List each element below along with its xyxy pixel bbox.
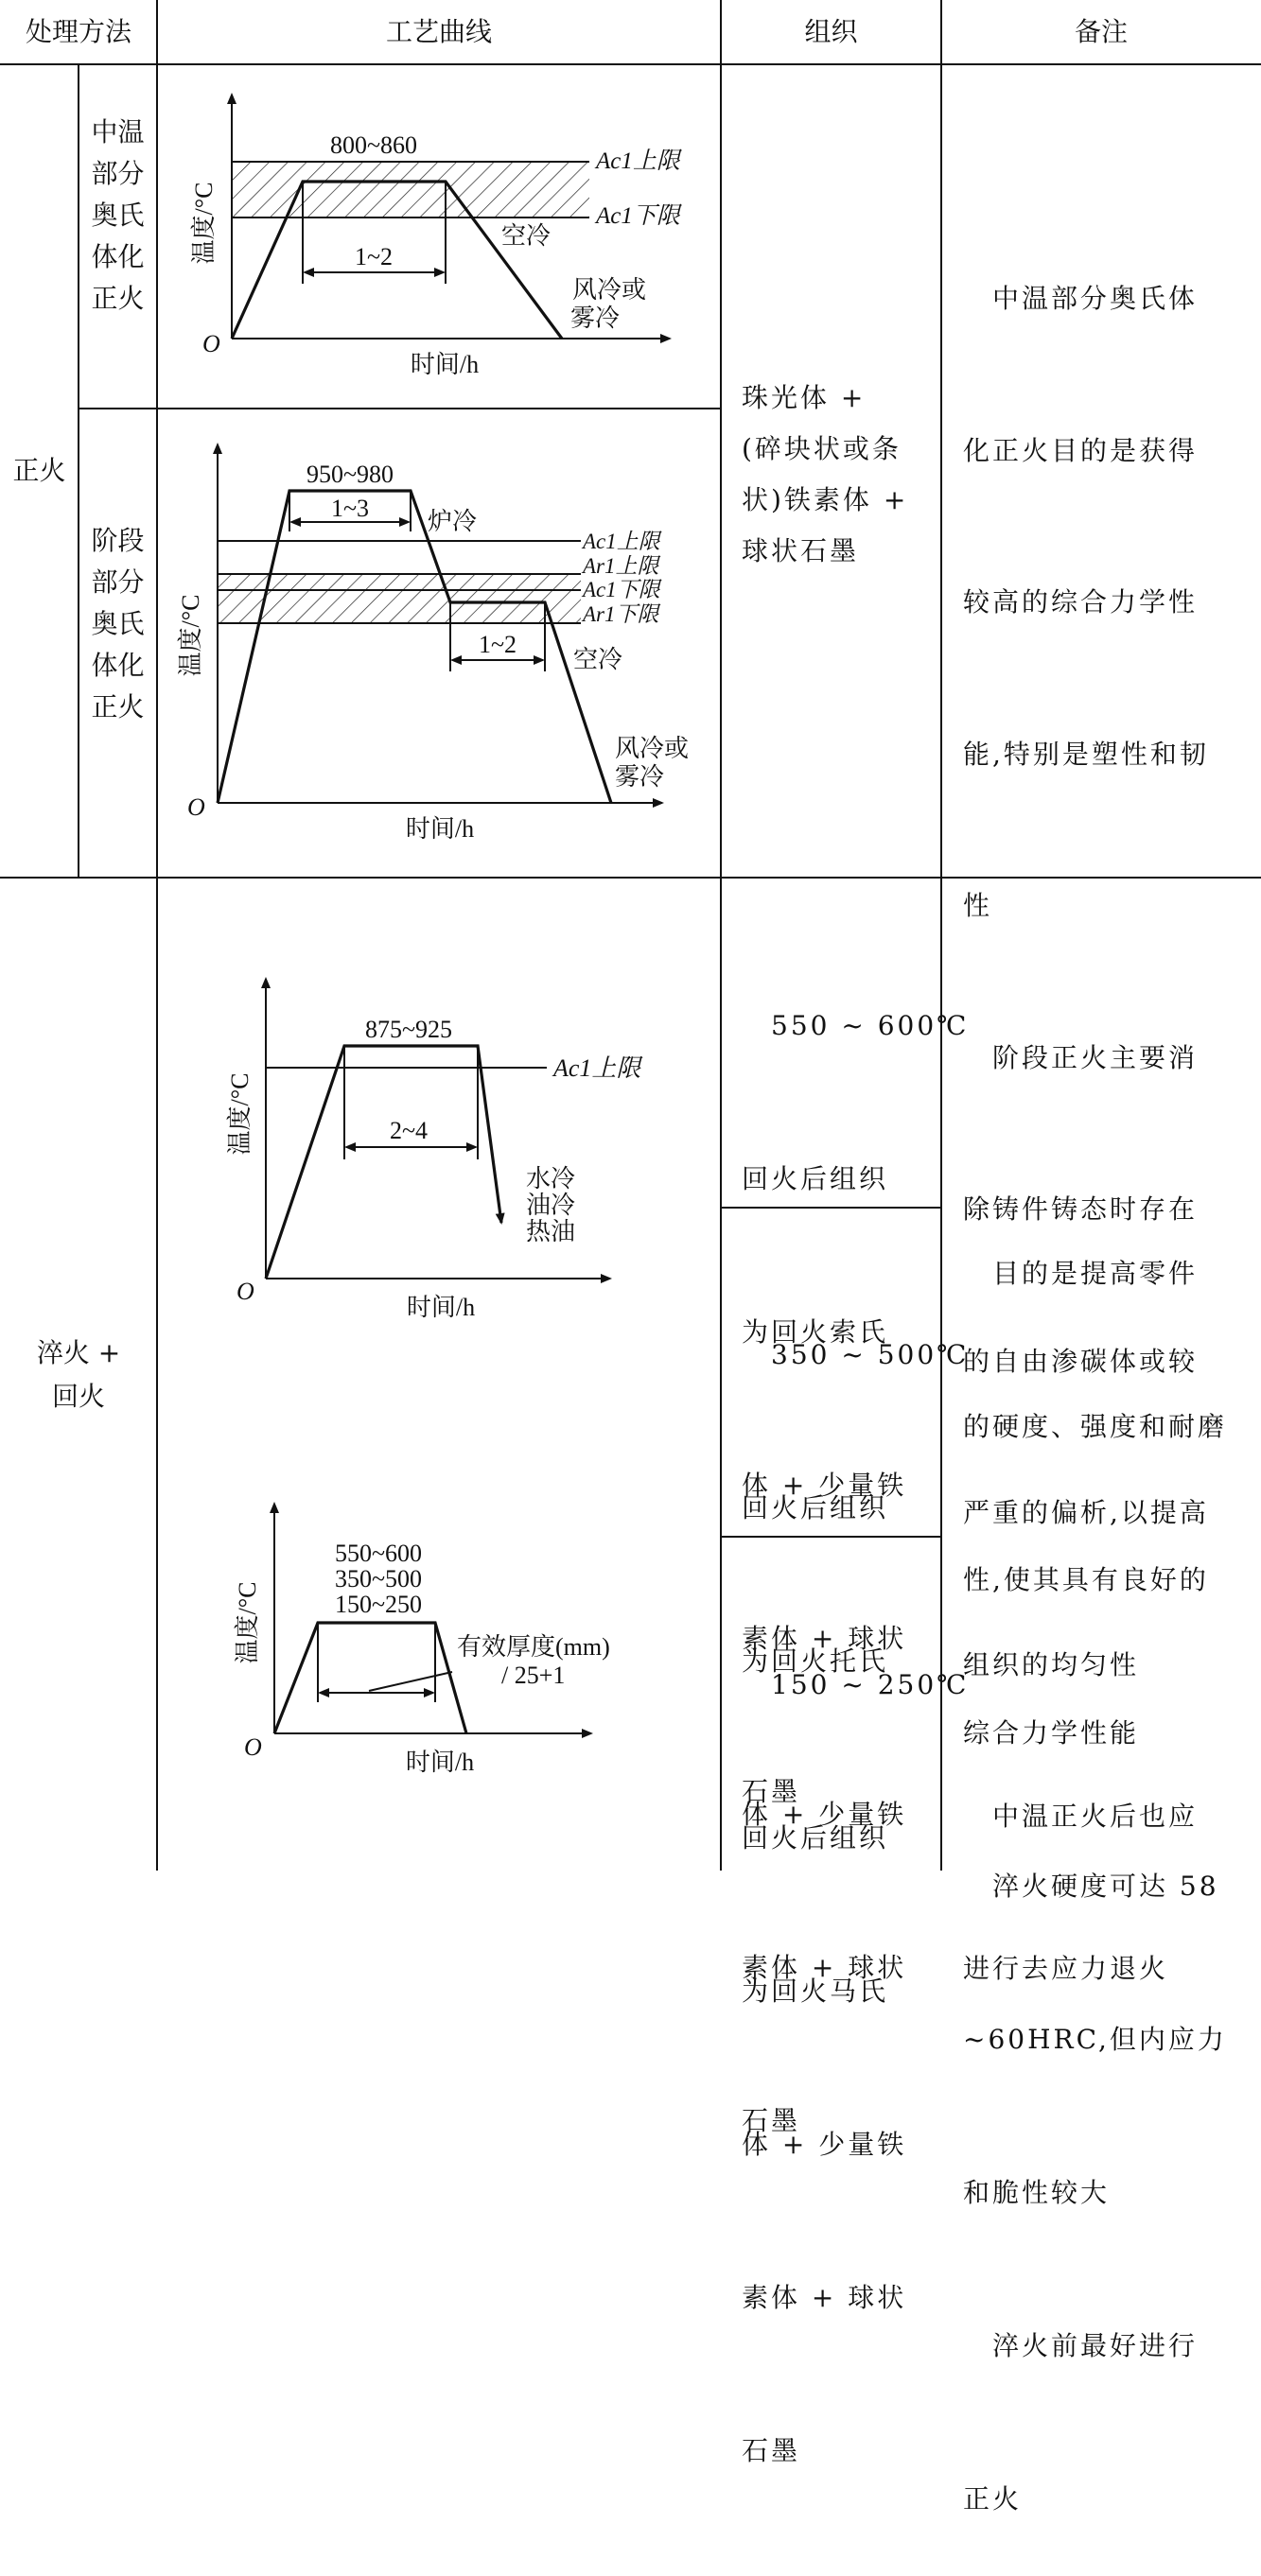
structure-line: 为回火托氏 [742,1645,889,1677]
remarks-line: 中温正火后也应 [963,1801,1199,1832]
y-axis-label: 温度/°C [234,1581,261,1664]
water-cool-label: 水冷 [526,1165,576,1192]
structure-line: 为回火马氏 [742,1976,889,2007]
fan-cool-label: 风冷或 [615,735,690,762]
remarks-line: 性 [963,890,993,921]
structure-line: 珠光体 + [742,382,867,413]
x-axis-label: 时间/h [405,815,475,843]
air-cool-label: 空冷 [573,646,623,673]
y-axis-label: 温度/°C [226,1072,254,1156]
y-axis-label: 温度/°C [177,594,204,677]
sub2-line: 部分 [91,566,145,598]
furnace-cool-label: 炉冷 [428,508,478,535]
remarks-line: 正火 [963,2483,1023,2515]
hold2-label: 1~2 [478,631,517,658]
fog-cool-label: 雾冷 [570,305,621,332]
method-normalizing: 正火 [12,455,66,486]
structure-line: 体 + 少量铁 [742,2129,907,2160]
structure-line: (碎块状或条 [742,433,902,464]
structure-line: 素体 + 球状 [742,2282,907,2313]
structure-line: 体 + 少量铁 [742,1470,907,1501]
remarks-line: 严重的偏析,以提高 [963,1497,1209,1528]
remarks-line: 综合力学性能 [963,1717,1140,1749]
structure-line: 为回火索氏 [742,1316,889,1348]
ar1-lower-label: Ar1下限 [583,602,659,626]
sub1-line: 体化 [91,241,145,272]
sub1-line: 奥氏 [91,200,145,231]
remarks-line: 淬火硬度可达 58 [963,1871,1219,1902]
remarks-line: 较高的综合力学性 [963,586,1199,618]
header-remarks: 备注 [1074,16,1128,47]
structure-line: 石墨 [742,1776,801,1807]
y-axis-label: 温度/°C [190,182,218,265]
remarks-line: 淬火前最好进行 [963,2330,1199,2361]
remarks-line: 目的是提高零件 [963,1258,1199,1289]
structure-line: 回火后组织 [742,1492,889,1523]
x-axis-label: 时间/h [405,1749,475,1776]
hold-label: 1~2 [354,243,394,270]
oil-cool-label: 油冷 [526,1192,576,1219]
hold-label: 2~4 [389,1117,429,1144]
remarks-line: 能,特别是塑性和韧 [963,738,1209,770]
x-axis-label: 时间/h [406,1294,476,1321]
ac1-upper-label: Ac1上限 [553,1054,641,1082]
air-cool-label: 空冷 [501,222,552,250]
sub1-line: 部分 [91,158,145,189]
structure-line: 回火后组织 [742,1822,889,1854]
remarks-line: 的自由渗碳体或较 [963,1345,1199,1377]
ac1-upper-label: Ac1上限 [596,148,680,174]
structure-line: 350 ~ 500℃ [742,1339,970,1370]
remarks-line: ~60HRC,但内应力 [963,2024,1227,2055]
x-axis-label: 时间/h [410,351,480,378]
fan-cool-label: 风冷或 [572,276,647,304]
temp-label: 875~925 [364,1016,453,1043]
leader-line [369,1672,452,1691]
temp-label: 950~980 [306,461,394,488]
remarks-line: 组织的均匀性 [963,1648,1140,1680]
remarks-line: 和脆性较大 [963,2177,1111,2208]
sub1-line: 中温 [91,116,145,148]
sub2-line: 体化 [91,650,145,681]
remarks-line: 性,使其具有良好的 [963,1564,1209,1595]
thickness-label: 有效厚度(mm) [457,1633,610,1661]
sub2-line: 奥氏 [91,608,145,639]
structure-line: 素体 + 球状 [742,1623,907,1654]
origin-label: O [236,1278,254,1305]
temp-label: 800~860 [329,131,418,159]
remarks-line: 化正火目的是获得 [963,434,1199,466]
structure-line: 150 ~ 250℃ [742,1669,970,1700]
structure-line: 素体 + 球状 [742,1952,907,1983]
temp-label-350: 350~500 [334,1565,423,1593]
header-curve: 工艺曲线 [385,16,492,47]
origin-label: O [187,793,205,821]
ac1-lower-label: Ac1下限 [596,203,680,229]
temp-label-550: 550~600 [334,1540,423,1567]
structure-line: 状)铁素体 + [742,484,909,515]
ac1-upper-label: Ac1上限 [583,530,660,553]
origin-label: O [202,330,220,357]
remarks-line: 中温部分奥氏体 [963,283,1199,314]
header-structure: 组织 [804,16,858,47]
method-line: 淬火 + [36,1337,121,1368]
header-method: 处理方法 [25,16,131,47]
fog-cool-label: 雾冷 [615,763,665,791]
sub2-line: 阶段 [91,525,145,556]
structure-line: 体 + 少量铁 [742,1799,907,1830]
hot-oil-label: 热油 [526,1218,576,1245]
sub2-line: 正火 [91,691,145,722]
structure-line: 球状石墨 [742,535,860,566]
structure-line: 石墨 [742,2435,801,2466]
process-curve [274,1623,466,1733]
remarks-line: 进行去应力退火 [963,1952,1169,1984]
ar1-upper-label: Ar1上限 [583,554,659,578]
remarks-line: 阶段正火主要消 [963,1041,1199,1073]
sub1-line: 正火 [91,283,145,314]
origin-label: O [244,1733,262,1761]
remarks-line: 的硬度、强度和耐磨 [963,1411,1228,1442]
remarks-line: 除铸件铸态时存在 [963,1193,1199,1225]
ac1-lower-label: Ac1下限 [583,578,660,601]
thickness-formula: / 25+1 [501,1662,566,1689]
structure-line: 石墨 [742,2105,801,2136]
structure-line: 回火后组织 [742,1163,889,1194]
hold1-label: 1~3 [330,495,370,522]
method-line: 回火 [51,1381,105,1412]
temp-label-150: 150~250 [334,1591,423,1618]
structure-line: 550 ~ 600℃ [742,1010,970,1041]
